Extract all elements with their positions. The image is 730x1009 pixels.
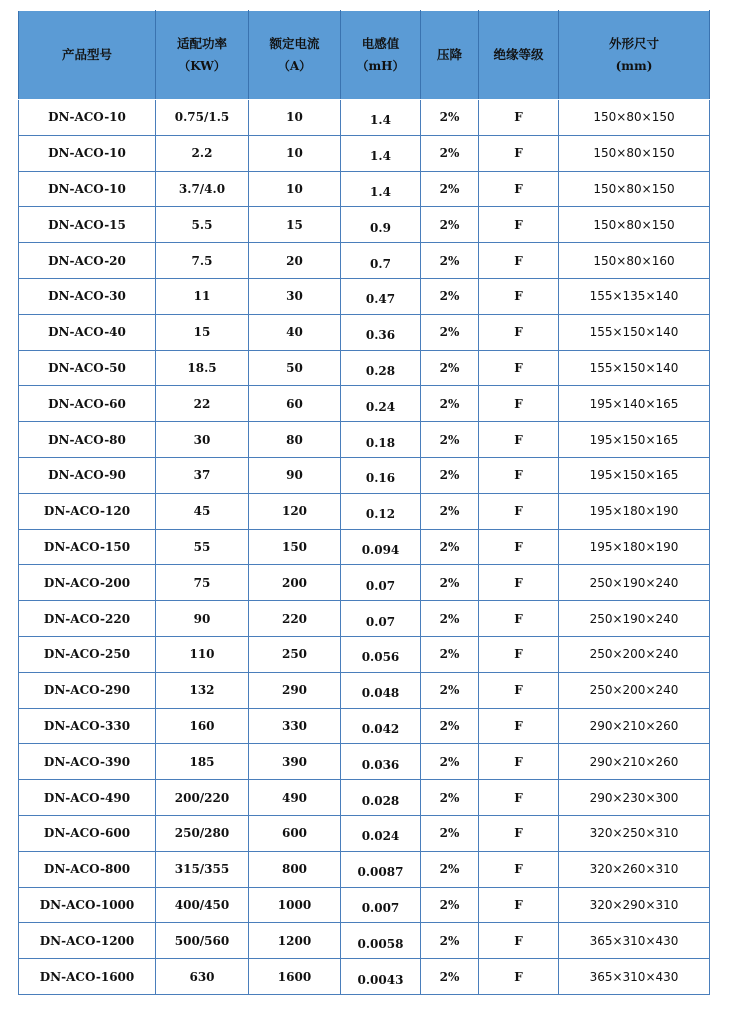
inductance-value: 0.9 <box>370 220 391 235</box>
power-cell: 30 <box>156 422 249 458</box>
model-cell: DN-ACO-1600 <box>19 959 156 995</box>
table-row <box>19 744 710 780</box>
power-cell: 18.5 <box>156 350 249 386</box>
current-cell: 10 <box>249 171 341 207</box>
inductance-value: 0.028 <box>361 793 400 808</box>
insulation-cell: F <box>479 923 559 959</box>
insulation-cell: F <box>479 851 559 887</box>
dimensions-cell: 155×150×140 <box>559 350 710 386</box>
inductance-value: 0.0058 <box>357 936 404 951</box>
model-cell: DN-ACO-20 <box>19 243 156 279</box>
current-cell: 200 <box>249 565 341 601</box>
table-row <box>19 386 710 422</box>
dimensions-cell: 155×135×140 <box>559 278 710 314</box>
current-cell: 10 <box>249 135 341 171</box>
current-cell: 390 <box>249 744 341 780</box>
voltage-drop-cell: 2% <box>421 100 479 136</box>
insulation-cell: F <box>479 744 559 780</box>
current-cell: 60 <box>249 386 341 422</box>
power-cell: 250/280 <box>156 815 249 851</box>
insulation-cell: F <box>479 708 559 744</box>
model-cell: DN-ACO-120 <box>19 493 156 529</box>
current-cell: 10 <box>249 100 341 136</box>
model-cell: DN-ACO-290 <box>19 672 156 708</box>
power-cell: 110 <box>156 636 249 672</box>
current-cell: 150 <box>249 529 341 565</box>
inductance-cell <box>341 314 421 350</box>
insulation-cell: F <box>479 529 559 565</box>
inductance-cell <box>341 851 421 887</box>
dimensions-cell: 155×150×140 <box>559 314 710 350</box>
insulation-cell: F <box>479 959 559 995</box>
inductance-cell <box>341 636 421 672</box>
inductance-value: 0.036 <box>361 757 400 772</box>
model-cell: DN-ACO-150 <box>19 529 156 565</box>
model-cell: DN-ACO-800 <box>19 851 156 887</box>
insulation-cell: F <box>479 314 559 350</box>
dimensions-cell: 150×80×150 <box>559 100 710 136</box>
inductance-cell <box>341 493 421 529</box>
inductance-value: 0.24 <box>365 399 396 414</box>
dimensions-cell: 320×250×310 <box>559 815 710 851</box>
power-cell: 45 <box>156 493 249 529</box>
inductance-value: 1.4 <box>370 184 391 199</box>
inductance-cell <box>341 780 421 816</box>
header-inductance: 电感值 （mH） <box>341 11 421 100</box>
insulation-cell: F <box>479 887 559 923</box>
voltage-drop-cell: 2% <box>421 815 479 851</box>
inductance-cell <box>341 171 421 207</box>
header-current: 额定电流 （A） <box>249 11 341 100</box>
table-row <box>19 207 710 243</box>
table-header <box>19 11 710 100</box>
inductance-cell <box>341 457 421 493</box>
dimensions-cell: 195×140×165 <box>559 386 710 422</box>
voltage-drop-cell: 2% <box>421 887 479 923</box>
header-voltage-drop: 压降 <box>421 11 479 100</box>
model-cell: DN-ACO-15 <box>19 207 156 243</box>
dimensions-cell: 195×180×190 <box>559 493 710 529</box>
current-cell: 800 <box>249 851 341 887</box>
header-power: 适配功率 （KW） <box>156 11 249 100</box>
insulation-cell: F <box>479 386 559 422</box>
insulation-cell: F <box>479 135 559 171</box>
inductance-cell <box>341 350 421 386</box>
inductance-cell <box>341 207 421 243</box>
voltage-drop-cell: 2% <box>421 171 479 207</box>
table-row <box>19 350 710 386</box>
inductance-value: 0.07 <box>365 614 396 629</box>
model-cell: DN-ACO-80 <box>19 422 156 458</box>
voltage-drop-cell: 2% <box>421 565 479 601</box>
inductance-value: 0.0043 <box>357 972 404 987</box>
insulation-cell: F <box>479 207 559 243</box>
inductance-value: 0.007 <box>361 900 400 915</box>
current-cell: 1600 <box>249 959 341 995</box>
inductance-cell <box>341 672 421 708</box>
power-cell: 185 <box>156 744 249 780</box>
dimensions-cell: 290×210×260 <box>559 744 710 780</box>
current-cell: 20 <box>249 243 341 279</box>
voltage-drop-cell: 2% <box>421 278 479 314</box>
current-cell: 1200 <box>249 923 341 959</box>
inductance-value: 0.7 <box>370 256 391 271</box>
voltage-drop-cell: 2% <box>421 386 479 422</box>
power-cell: 3.7/4.0 <box>156 171 249 207</box>
dimensions-cell: 250×190×240 <box>559 565 710 601</box>
dimensions-cell: 365×310×430 <box>559 959 710 995</box>
insulation-cell: F <box>479 350 559 386</box>
inductance-value: 0.042 <box>361 721 400 736</box>
power-cell: 55 <box>156 529 249 565</box>
model-cell: DN-ACO-10 <box>19 100 156 136</box>
model-cell: DN-ACO-200 <box>19 565 156 601</box>
table-row <box>19 672 710 708</box>
table-row <box>19 529 710 565</box>
model-cell: DN-ACO-30 <box>19 278 156 314</box>
dimensions-cell: 290×230×300 <box>559 780 710 816</box>
insulation-cell: F <box>479 422 559 458</box>
inductance-cell <box>341 923 421 959</box>
inductance-value: 0.36 <box>365 328 396 343</box>
model-cell: DN-ACO-330 <box>19 708 156 744</box>
table-row <box>19 815 710 851</box>
model-cell: DN-ACO-60 <box>19 386 156 422</box>
current-cell: 250 <box>249 636 341 672</box>
dimensions-cell: 150×80×150 <box>559 135 710 171</box>
voltage-drop-cell: 2% <box>421 529 479 565</box>
voltage-drop-cell: 2% <box>421 314 479 350</box>
current-cell: 330 <box>249 708 341 744</box>
power-cell: 132 <box>156 672 249 708</box>
table-row <box>19 314 710 350</box>
inductance-value: 0.024 <box>361 829 400 844</box>
current-cell: 120 <box>249 493 341 529</box>
dimensions-cell: 250×200×240 <box>559 636 710 672</box>
voltage-drop-cell: 2% <box>421 636 479 672</box>
insulation-cell: F <box>479 780 559 816</box>
dimensions-cell: 195×150×165 <box>559 422 710 458</box>
current-cell: 290 <box>249 672 341 708</box>
table-row <box>19 171 710 207</box>
current-cell: 30 <box>249 278 341 314</box>
voltage-drop-cell: 2% <box>421 422 479 458</box>
power-cell: 37 <box>156 457 249 493</box>
table-row <box>19 923 710 959</box>
voltage-drop-cell: 2% <box>421 601 479 637</box>
insulation-cell: F <box>479 601 559 637</box>
current-cell: 80 <box>249 422 341 458</box>
voltage-drop-cell: 2% <box>421 135 479 171</box>
dimensions-cell: 290×210×260 <box>559 708 710 744</box>
insulation-cell: F <box>479 243 559 279</box>
power-cell: 315/355 <box>156 851 249 887</box>
table-row <box>19 565 710 601</box>
reactor-spec-table <box>18 10 710 995</box>
dimensions-cell: 150×80×150 <box>559 207 710 243</box>
power-cell: 75 <box>156 565 249 601</box>
insulation-cell: F <box>479 171 559 207</box>
insulation-cell: F <box>479 457 559 493</box>
table-row <box>19 959 710 995</box>
inductance-value: 0.07 <box>365 578 396 593</box>
inductance-cell <box>341 887 421 923</box>
power-cell: 7.5 <box>156 243 249 279</box>
table-row <box>19 601 710 637</box>
current-cell: 600 <box>249 815 341 851</box>
inductance-cell <box>341 278 421 314</box>
dimensions-cell: 320×290×310 <box>559 887 710 923</box>
power-cell: 200/220 <box>156 780 249 816</box>
voltage-drop-cell: 2% <box>421 744 479 780</box>
dimensions-cell: 195×150×165 <box>559 457 710 493</box>
table-row <box>19 243 710 279</box>
table-body <box>19 100 710 995</box>
voltage-drop-cell: 2% <box>421 243 479 279</box>
table-row <box>19 636 710 672</box>
voltage-drop-cell: 2% <box>421 457 479 493</box>
voltage-drop-cell: 2% <box>421 923 479 959</box>
insulation-cell: F <box>479 493 559 529</box>
model-cell: DN-ACO-490 <box>19 780 156 816</box>
model-cell: DN-ACO-220 <box>19 601 156 637</box>
table-row <box>19 135 710 171</box>
voltage-drop-cell: 2% <box>421 851 479 887</box>
inductance-value: 1.4 <box>370 113 391 128</box>
dimensions-cell: 150×80×160 <box>559 243 710 279</box>
dimensions-cell: 150×80×150 <box>559 171 710 207</box>
table-row <box>19 493 710 529</box>
inductance-cell <box>341 422 421 458</box>
table-row <box>19 100 710 136</box>
insulation-cell: F <box>479 672 559 708</box>
inductance-value: 0.16 <box>365 471 396 486</box>
current-cell: 90 <box>249 457 341 493</box>
table-row <box>19 708 710 744</box>
insulation-cell: F <box>479 565 559 601</box>
table-row <box>19 278 710 314</box>
dimensions-cell: 195×180×190 <box>559 529 710 565</box>
inductance-cell <box>341 708 421 744</box>
power-cell: 630 <box>156 959 249 995</box>
inductance-value: 1.4 <box>370 149 391 164</box>
model-cell: DN-ACO-1200 <box>19 923 156 959</box>
power-cell: 0.75/1.5 <box>156 100 249 136</box>
insulation-cell: F <box>479 100 559 136</box>
dimensions-cell: 320×260×310 <box>559 851 710 887</box>
inductance-cell <box>341 386 421 422</box>
insulation-cell: F <box>479 278 559 314</box>
table-row <box>19 887 710 923</box>
inductance-cell <box>341 744 421 780</box>
inductance-value: 0.0087 <box>357 865 404 880</box>
table-row <box>19 457 710 493</box>
current-cell: 50 <box>249 350 341 386</box>
insulation-cell: F <box>479 815 559 851</box>
model-cell: DN-ACO-50 <box>19 350 156 386</box>
power-cell: 5.5 <box>156 207 249 243</box>
inductance-cell <box>341 100 421 136</box>
model-cell: DN-ACO-90 <box>19 457 156 493</box>
current-cell: 40 <box>249 314 341 350</box>
table-row <box>19 851 710 887</box>
model-cell: DN-ACO-10 <box>19 135 156 171</box>
model-cell: DN-ACO-1000 <box>19 887 156 923</box>
header-insulation-class: 绝缘等级 <box>479 11 559 100</box>
power-cell: 2.2 <box>156 135 249 171</box>
power-cell: 90 <box>156 601 249 637</box>
inductance-value: 0.18 <box>365 435 396 450</box>
current-cell: 15 <box>249 207 341 243</box>
voltage-drop-cell: 2% <box>421 708 479 744</box>
inductance-value: 0.056 <box>361 650 400 665</box>
current-cell: 1000 <box>249 887 341 923</box>
inductance-cell <box>341 565 421 601</box>
model-cell: DN-ACO-600 <box>19 815 156 851</box>
power-cell: 22 <box>156 386 249 422</box>
model-cell: DN-ACO-250 <box>19 636 156 672</box>
voltage-drop-cell: 2% <box>421 350 479 386</box>
model-cell: DN-ACO-10 <box>19 171 156 207</box>
header-dimensions: 外形尺寸 (mm) <box>559 11 710 100</box>
inductance-cell <box>341 601 421 637</box>
voltage-drop-cell: 2% <box>421 672 479 708</box>
inductance-cell <box>341 529 421 565</box>
power-cell: 400/450 <box>156 887 249 923</box>
inductance-cell <box>341 135 421 171</box>
voltage-drop-cell: 2% <box>421 780 479 816</box>
model-cell: DN-ACO-390 <box>19 744 156 780</box>
power-cell: 11 <box>156 278 249 314</box>
inductance-value: 0.28 <box>365 363 396 378</box>
insulation-cell: F <box>479 636 559 672</box>
dimensions-cell: 365×310×430 <box>559 923 710 959</box>
power-cell: 160 <box>156 708 249 744</box>
dimensions-cell: 250×200×240 <box>559 672 710 708</box>
inductance-value: 0.048 <box>361 686 400 701</box>
current-cell: 220 <box>249 601 341 637</box>
power-cell: 15 <box>156 314 249 350</box>
voltage-drop-cell: 2% <box>421 207 479 243</box>
inductance-value: 0.47 <box>365 292 396 307</box>
voltage-drop-cell: 2% <box>421 493 479 529</box>
table-row <box>19 422 710 458</box>
inductance-value: 0.094 <box>361 542 400 557</box>
header-row <box>19 11 710 100</box>
inductance-cell <box>341 815 421 851</box>
model-cell: DN-ACO-40 <box>19 314 156 350</box>
dimensions-cell: 250×190×240 <box>559 601 710 637</box>
current-cell: 490 <box>249 780 341 816</box>
voltage-drop-cell: 2% <box>421 959 479 995</box>
inductance-cell <box>341 959 421 995</box>
table-row <box>19 780 710 816</box>
inductance-cell <box>341 243 421 279</box>
power-cell: 500/560 <box>156 923 249 959</box>
header-model: 产品型号 <box>19 11 156 100</box>
inductance-value: 0.12 <box>365 507 396 522</box>
